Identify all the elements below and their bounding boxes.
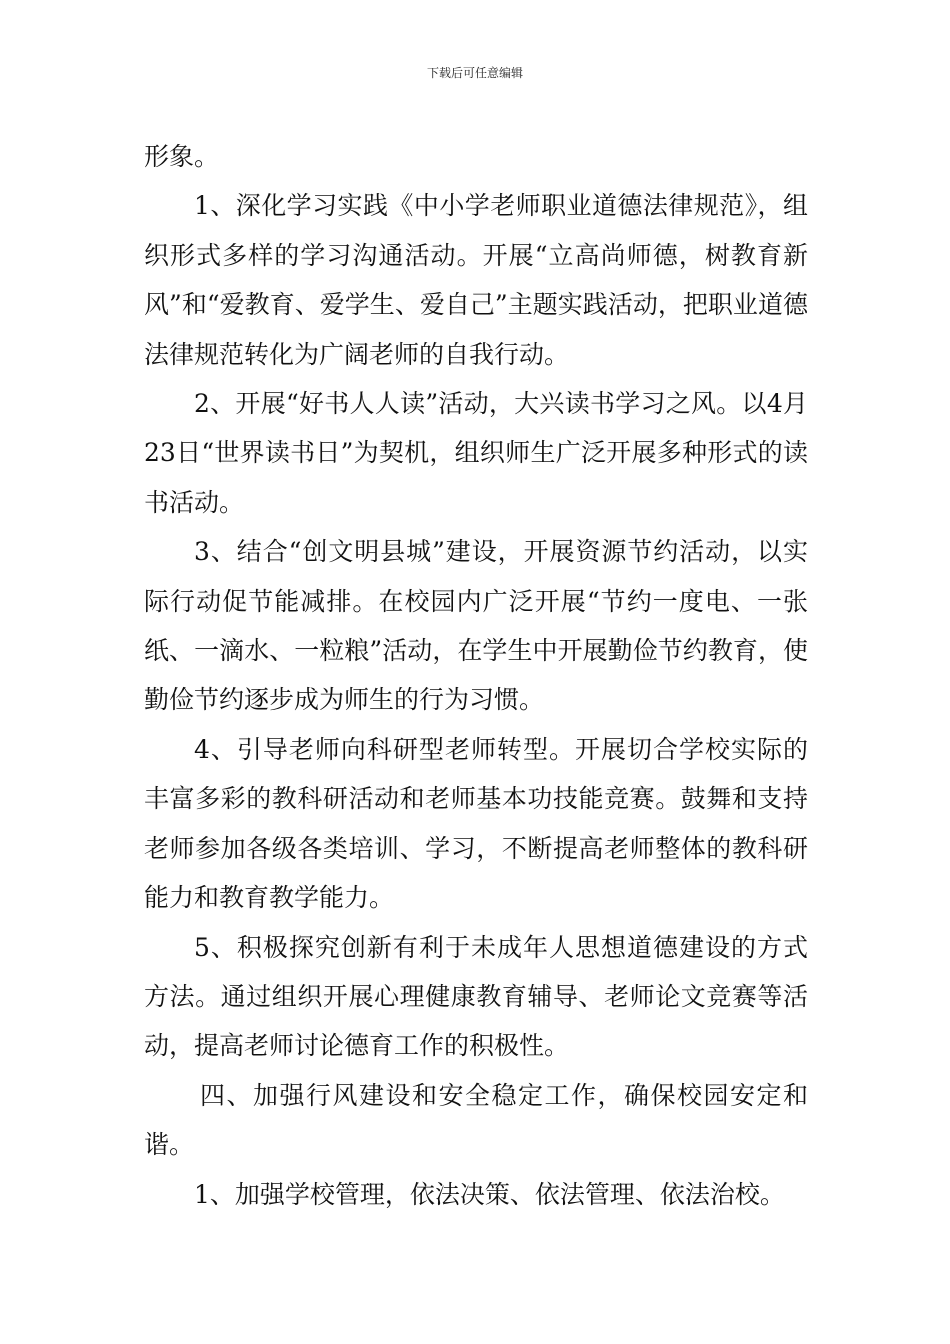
- paragraph-item-4: 4、引导老师向科研型老师转型。开展切合学校实际的丰富多彩的教科研活动和老师基本功技能竞赛。鼓舞和支持老师参加各级各类培训、学习，不断提高老师整体的教科研能力和教育教学能力。: [144, 734, 808, 913]
- paragraph-item-5: 5、积极探究创新有利于未成年人思想道德建设的方式方法。通过组织开展心理健康教育辅导、老师论文竞赛等活动，提高老师讨论德育工作的积极性。: [144, 932, 808, 1061]
- section-heading-four: 四、加强行风建设和安全稳定工作，确保校园安定和谐。: [144, 1080, 808, 1160]
- paragraph-continuation: 形象。: [144, 142, 220, 171]
- paragraph-item-2: 2、开展“好书人人读”活动，大兴读书学习之风。以4月23日“世界读书日”为契机，组织师生广泛开展多种形式的读书活动。: [144, 389, 808, 517]
- paragraph-item-1: 1、深化学习实践《中小学老师职业道德法律规范》，组织形式多样的学习沟通活动。开展“立高尚师德，树教育新风”和“爱教育、爱学生、爱自己”主题实践活动，把职业道德法律规范转化为广阔老师的自我行动。: [144, 191, 808, 369]
- paragraph-section-four-item-1: 1、加强学校管理，依法决策、依法管理、依法治校。: [194, 1179, 785, 1209]
- paragraph-item-3: 3、结合“创文明县城”建设，开展资源节约活动，以实际行动促节能减排。在校园内广泛开展“节约一度电、一张纸、一滴水、一粒粮”活动，在学生中开展勤俭节约教育，使勤俭节约逐步成为师生的行为习惯。: [144, 537, 808, 715]
- document-body: [144, 132, 808, 1219]
- page-header: 下载后可任意编辑: [426, 66, 523, 80]
